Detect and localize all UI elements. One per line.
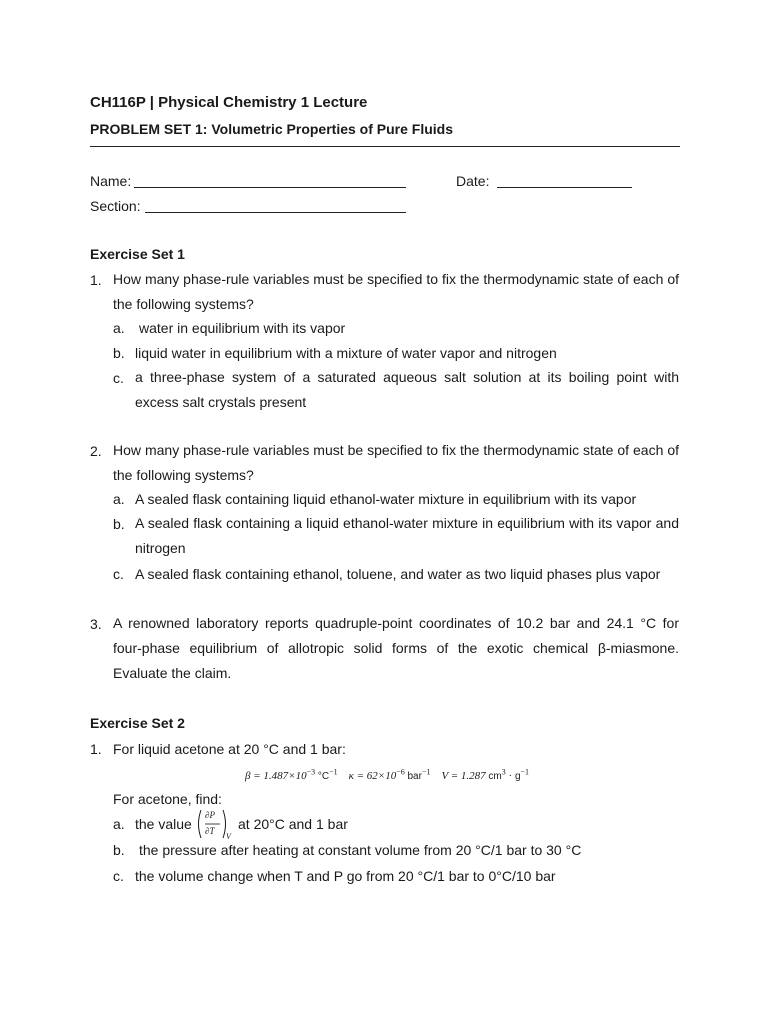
course-title: CH116P | Physical Chemistry 1 Lecture xyxy=(90,94,368,111)
set1-q1-stem: How many phase-rule variables must be specified to fix the thermodynamic state of each of the following systems? xyxy=(113,271,679,312)
item-label: c. xyxy=(113,370,124,386)
derivative-subscript: V xyxy=(226,832,231,841)
set1-q1-c: a three-phase system of a saturated aqueous salt solution at its boiling point with excess salt crystals present xyxy=(135,369,679,410)
set1-q3-text: A renowned laboratory reports quadruple-point coordinates of 10.2 bar and 24.1 °C for four-phase equilibrium of allotropic solid forms of the exotic chemical β-miasmone. Evaluate the claim. xyxy=(113,615,679,681)
set2-q1-b: the pressure after heating at constant volume from 20 °C/1 bar to 30 °C xyxy=(139,842,582,858)
section-field[interactable] xyxy=(145,212,406,213)
item-label: c. xyxy=(113,566,124,582)
date-field[interactable] xyxy=(497,187,632,188)
item-label: c. xyxy=(113,868,124,884)
header-divider xyxy=(90,146,680,147)
beta-value: β = 1.487×10 xyxy=(245,770,307,782)
name-label: Name: xyxy=(90,173,132,189)
section-label: Section: xyxy=(90,198,141,214)
set1-q2-stem: How many phase-rule variables must be specified to fix the thermodynamic state of each of the following systems? xyxy=(113,442,679,483)
property-equation: $\beta = 1.487\times 10^{-3}$ $^\circ C^{-1}$ $\kappa = 62\times 10^{-6}$ bar$^{-1}$ V = 1.287 $cm^3 \cdot g^{-1}$ xyxy=(245,767,530,782)
name-field[interactable] xyxy=(134,187,406,188)
set1-q1-b: liquid water in equilibrium with a mixture of water vapor and nitrogen xyxy=(135,345,557,361)
derivative-numerator: ∂P xyxy=(205,810,215,820)
set1-q1-a: water in equilibrium with its vapor xyxy=(139,320,346,336)
item-label: a. xyxy=(113,491,125,507)
derivative-denominator: ∂T xyxy=(205,826,215,836)
volume-value: V = 1.287 xyxy=(441,770,486,782)
set2-q1-stem: For liquid acetone at 20 °C and 1 bar: xyxy=(113,741,346,757)
set2-q1-a-post: at 20°C and 1 bar xyxy=(238,816,348,832)
volume-unit-cm: cm xyxy=(488,771,502,782)
question-number: 2. xyxy=(90,443,102,459)
beta-unit: °C xyxy=(317,771,330,782)
kappa-value: κ = 62×10 xyxy=(348,770,397,782)
volume-unit-g: g xyxy=(514,771,521,782)
item-label: b. xyxy=(113,345,125,361)
set1-q2-c: A sealed flask containing ethanol, toluene, and water as two liquid phases plus vapor xyxy=(135,566,661,582)
set2-q1-c: the volume change when T and P go from 20 °C/1 bar to 0°C/10 bar xyxy=(135,868,556,884)
set2-q1-a-pre: the value xyxy=(135,816,192,832)
set2-find-label: For acetone, find: xyxy=(113,791,222,807)
problem-set-title: PROBLEM SET 1: Volumetric Properties of Pure Fluids xyxy=(90,121,454,137)
date-label: Date: xyxy=(456,173,490,189)
question-number: 1. xyxy=(90,272,102,288)
question-number: 1. xyxy=(90,741,102,757)
exercise-set-1-heading: Exercise Set 1 xyxy=(90,246,185,262)
item-label: a. xyxy=(113,816,125,832)
set1-q2-a: A sealed flask containing liquid ethanol-water mixture in equilibrium with its vapor xyxy=(135,491,637,507)
item-label: b. xyxy=(113,842,125,858)
question-number: 3. xyxy=(90,616,102,632)
kappa-unit: bar xyxy=(407,771,422,782)
item-label: a. xyxy=(113,320,125,336)
exercise-set-2-heading: Exercise Set 2 xyxy=(90,715,185,731)
item-label: b. xyxy=(113,516,125,532)
set1-q2-b: A sealed flask containing a liquid ethanol-water mixture in equilibrium with its vapor and nitrogen xyxy=(135,515,679,556)
